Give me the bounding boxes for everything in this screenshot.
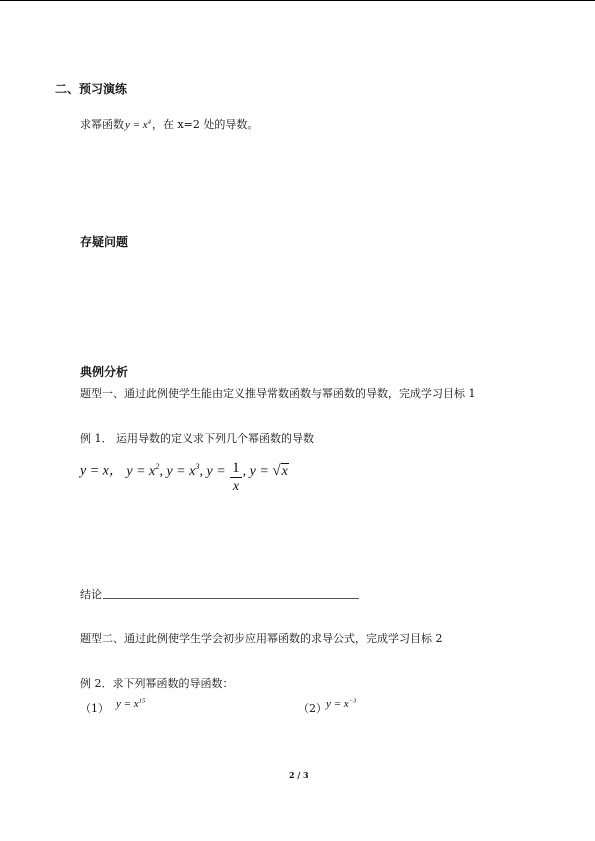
formula-y-equals-sqrt-x: , y = √x xyxy=(242,462,288,479)
page-number: 2 / 3 xyxy=(289,770,309,780)
example2-label: 例 2．求下列幂函数的导函数： xyxy=(80,677,234,690)
formula-y-equals-reciprocal: , y = $\frac{1}{x}$ xyxy=(199,460,240,494)
item1-label: （1） xyxy=(80,702,109,715)
section-heading-preview-practice: 二、预习演练 xyxy=(55,82,128,96)
exercise-suffix: ，在 x=2 处的导数。 xyxy=(151,118,259,131)
example1-formulas xyxy=(80,455,289,494)
formula-y-equals-x-squared: $y = x^2$ xyxy=(126,461,160,479)
formula-y-equals-x-15: $y = x^{15}$ xyxy=(116,697,146,710)
formula-y-equals-x-cubed: , $y = x^3$ xyxy=(159,461,200,479)
formula-y-equals-x: y = x， xyxy=(80,463,123,479)
exercise-line xyxy=(80,116,258,132)
conclusion-label: 结论 xyxy=(80,588,102,601)
section-heading-examples: 典例分析 xyxy=(80,365,129,379)
type2-description: 题型二、通过此例使学生学会初步应用幂函数的求导公式，完成学习目标 2 xyxy=(80,632,443,645)
item2-label: （2） xyxy=(298,702,327,715)
exercise-prefix: 求幂函数 xyxy=(80,118,124,131)
sqrt-symbol: √ xyxy=(272,462,281,479)
formula-y-equals-x-4: $y = x^4$ xyxy=(125,118,151,131)
top-border-line xyxy=(0,0,595,1)
section-heading-doubts: 存疑问题 xyxy=(80,235,129,249)
type1-description: 题型一、通过此例使学生能由定义推导常数函数与幂函数的导数，完成学习目标 1 xyxy=(80,387,476,400)
conclusion-blank-line xyxy=(103,598,359,599)
formula-y-equals-x-minus-3: $y = x^{-3}$ xyxy=(326,697,357,710)
example1-label: 例 1． 运用导数的定义求下列几个幂函数的导数 xyxy=(80,432,314,445)
